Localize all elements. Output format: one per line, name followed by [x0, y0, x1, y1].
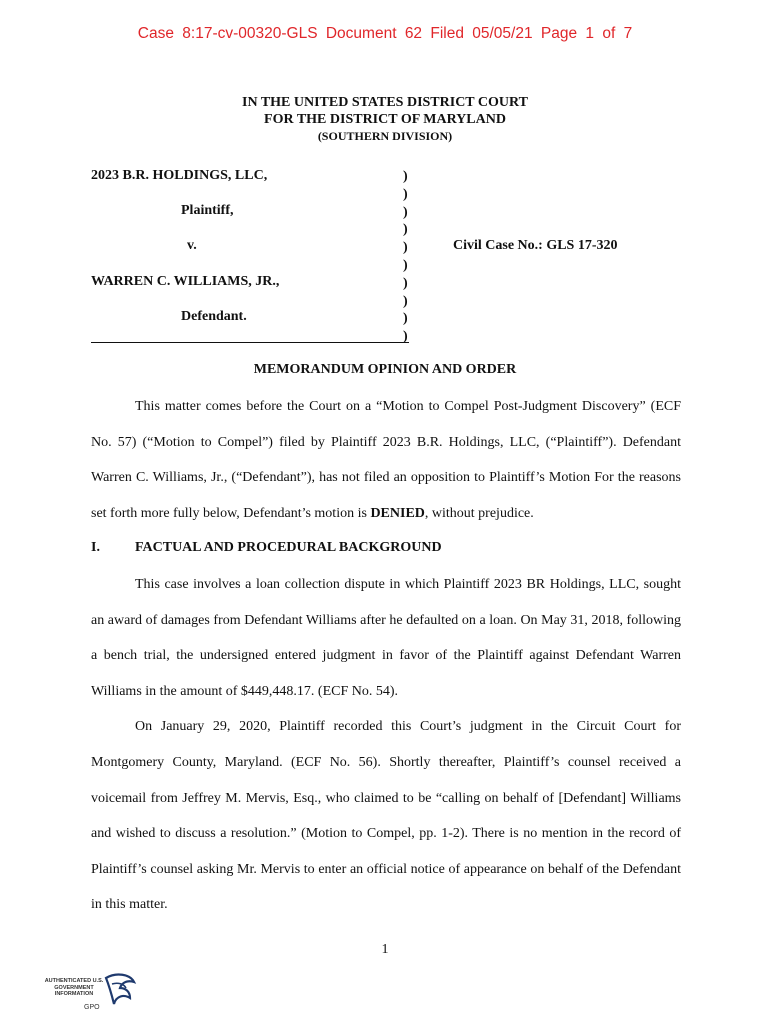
gpo-label: GPO	[84, 1004, 100, 1011]
section-title: FACTUAL AND PROCEDURAL BACKGROUND	[135, 540, 442, 555]
eagle-icon	[100, 972, 140, 1012]
section-number: I.	[91, 540, 100, 555]
gpo-seal-text: AUTHENTICATED U.S. GOVERNMENT INFORMATION	[44, 978, 104, 997]
caption-underline	[91, 342, 409, 343]
case-number: Civil Case No.: GLS 17-320	[453, 238, 618, 253]
ruling-bold: DENIED	[370, 505, 425, 521]
plaintiff-role: Plaintiff,	[181, 203, 234, 218]
versus: v.	[187, 238, 197, 253]
defendant-name: WARREN C. WILLIAMS, JR.,	[91, 274, 280, 289]
paragraph: This case involves a loan collection dispute in which Plaintiff 2023 BR Holdings, LLC, sought an award of damages from Defendant Williams after he defaulted on a loan. On May 31, 2018, following a bench trial, the undersigned entered judgment in favor of the Plaintiff against Defendant Warren Williams in the amount of $449,448.17. (ECF No. 54).	[91, 577, 681, 699]
defendant-role: Defendant.	[181, 309, 247, 324]
caption-parentheses: ) ) ) ) ) ) ) ) ) )	[403, 169, 408, 345]
page-number: 1	[381, 942, 389, 957]
court-heading	[0, 94, 770, 145]
memo-title: MEMORANDUM OPINION AND ORDER	[253, 362, 517, 377]
intro-text: This matter comes before the Court on a “Motion to Compel Post-Judgment Discovery” (ECF No. 57) (“Motion to Compel”) filed by Plaintiff 2023 B.R. Holdings, LLC, (“Plaintiff”). Defendant Warren C. Williams, Jr., (“Defendant”), has not filed an opposition to Plaintiff’s Motion For the reasons set forth more fully below, Defendant’s motion is	[91, 399, 681, 521]
court-line-2: FOR THE DISTRICT OF MARYLAND	[264, 112, 506, 127]
court-line-1: IN THE UNITED STATES DISTRICT COURT	[242, 95, 528, 110]
intro-text-end: , without prejudice.	[424, 505, 534, 521]
intro-paragraph	[91, 389, 681, 531]
section-heading	[91, 540, 442, 556]
plaintiff-name: 2023 B.R. HOLDINGS, LLC,	[91, 168, 268, 183]
paragraph: On January 29, 2020, Plaintiff recorded this Court’s judgment in the Circuit Court for Montgomery County, Maryland. (ECF No. 56). Shortly thereafter, Plaintiff’s counsel received a voicemail from Jeffrey M. Mervis, Esq., who claimed to be “calling on behalf of [Defendant] Williams and wished to discuss a resolution.” (Motion to Compel, pp. 1-2). There is no mention in the record of Plaintiff’s counsel asking Mr. Mervis to enter an official notice of appearance on behalf of the Defendant in this matter.	[91, 719, 681, 913]
case-header-stamp: Case 8:17-cv-00320-GLS Document 62 Filed 05/05/21 Page 1 of 7	[137, 25, 633, 42]
court-division: (SOUTHERN DIVISION)	[317, 129, 453, 143]
case-caption	[91, 168, 711, 348]
background-paragraphs	[91, 567, 681, 923]
gpo-seal	[40, 970, 140, 1020]
